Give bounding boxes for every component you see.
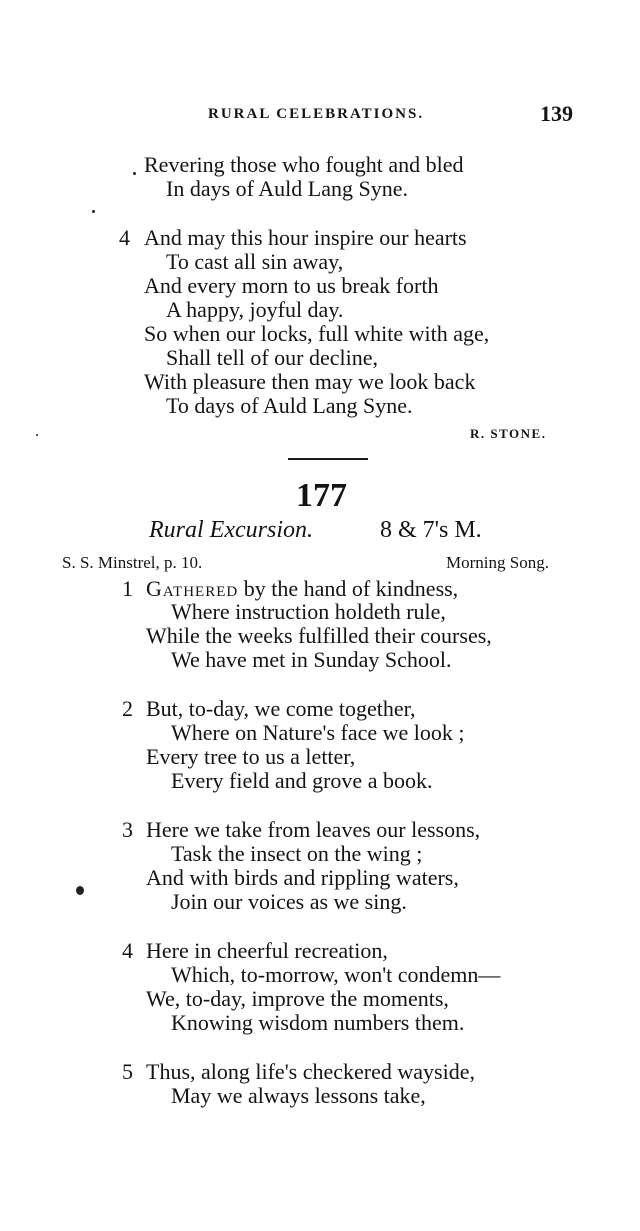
verse-line: Knowing wisdom numbers them.	[171, 1010, 465, 1035]
hymn-author: R. STONE.	[470, 426, 547, 441]
verse-line: Task the insect on the wing ;	[171, 841, 423, 866]
verse-line: A happy, joyful day.	[166, 297, 344, 322]
verse-line: And every morn to us break forth	[144, 273, 439, 298]
verse-line: Where instruction holdeth rule,	[171, 599, 446, 624]
ink-speck	[76, 886, 84, 895]
hymn-number: 177	[296, 477, 347, 514]
running-title: RURAL CELEBRATIONS.	[208, 106, 425, 122]
verse-line: But, to-day, we come together,	[146, 696, 416, 721]
verse-line: And may this hour inspire our hearts	[144, 225, 467, 250]
first-line-rest: by the hand of kindness,	[238, 576, 459, 601]
separator-rule	[288, 458, 368, 460]
stanza-number: 5	[122, 1059, 133, 1084]
ink-speck	[36, 434, 38, 436]
verse-line: We, to-day, improve the moments,	[146, 986, 449, 1011]
first-word-caps: Gathered	[146, 576, 239, 601]
hymn-meter: 8 & 7's M.	[380, 517, 482, 543]
stanza-number: 1	[122, 576, 133, 601]
verse-line: In days of Auld Lang Syne.	[166, 176, 408, 201]
verse-line: With pleasure then may we look back	[144, 369, 476, 394]
verse-line: To days of Auld Lang Syne.	[166, 393, 413, 418]
verse-line: Revering those who fought and bled	[144, 152, 464, 177]
verse-line: So when our locks, full white with age,	[144, 321, 490, 346]
verse-line: Here we take from leaves our lessons,	[146, 817, 481, 842]
stanza-number: 3	[122, 817, 133, 842]
hymn-title	[149, 517, 313, 544]
tune-name: Morning Song.	[446, 553, 549, 572]
verse-line: And with birds and rippling waters,	[146, 865, 459, 890]
verse-line: Every field and grove a book.	[171, 768, 433, 793]
verse-line: Thus, along life's checkered wayside,	[146, 1059, 475, 1084]
ink-speck	[92, 210, 95, 213]
verse-line: Join our voices as we sing.	[171, 889, 407, 914]
stanza-number: 2	[122, 696, 133, 721]
hymn-title-text: Rural Excursion.	[149, 517, 313, 543]
verse-line: Where on Nature's face we look ;	[171, 720, 465, 745]
stanza-number: 4	[119, 225, 130, 250]
verse-line: Here in cheerful recreation,	[146, 938, 388, 963]
verse-line: Which, to-morrow, won't condemn—	[171, 962, 501, 987]
verse-line: May we always lessons take,	[171, 1083, 426, 1108]
verse-line: While the weeks fulfilled their courses,	[146, 623, 492, 648]
verse-line: Every tree to us a letter,	[146, 744, 356, 769]
verse-line: Shall tell of our decline,	[166, 345, 378, 370]
verse-line	[146, 577, 458, 601]
page-number: 139	[540, 101, 573, 126]
verse-line: To cast all sin away,	[166, 249, 344, 274]
stanza-number: 4	[122, 938, 133, 963]
hymn-source: S. S. Minstrel, p. 10.	[62, 553, 203, 572]
ink-speck	[133, 172, 136, 175]
verse-line: We have met in Sunday School.	[171, 647, 452, 672]
